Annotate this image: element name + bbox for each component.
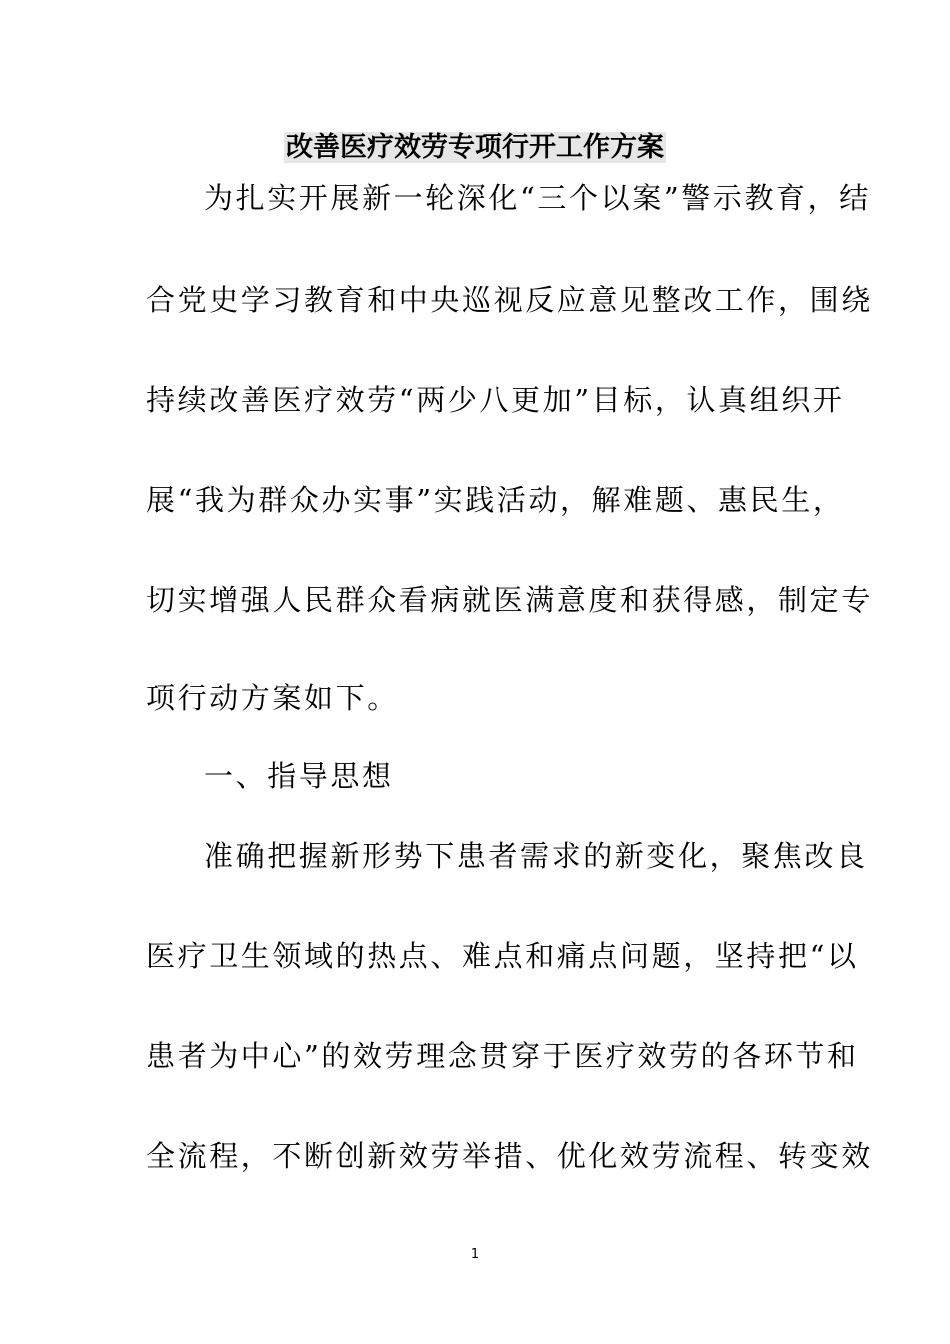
document-title	[0, 128, 950, 168]
paragraph-line: 医疗卫生领域的热点、难点和痛点问题，坚持把“以	[146, 939, 859, 973]
paragraph-line: 合党史学习教育和中央巡视反应意见整改工作，围绕	[146, 283, 873, 317]
paragraph-line: 患者为中心”的效劳理念贯穿于医疗效劳的各环节和	[146, 1039, 859, 1073]
paragraph-line: 准确把握新形势下患者需求的新变化，聚焦改良	[204, 839, 868, 873]
paragraph-line: 展“我为群众办实事”实践活动，解难题、惠民生，	[146, 483, 845, 517]
paragraph-line: 全流程，不断创新效劳举措、优化效劳流程、转变效	[146, 1139, 873, 1173]
paragraph-line: 切实增强人民群众看病就医满意度和获得感，制定专	[146, 583, 873, 617]
paragraph-line: 持续改善医疗效劳“两少八更加”目标，认真组织开	[146, 383, 845, 417]
document-title-text: 改善医疗效劳专项行开工作方案	[286, 132, 664, 163]
paragraph-line: 项行动方案如下。	[146, 681, 399, 715]
section-heading: 一、指导思想	[204, 759, 394, 793]
page-number: 1	[470, 1247, 480, 1262]
paragraph-line: 为扎实开展新一轮深化“三个以案”警示教育，结	[204, 181, 871, 215]
